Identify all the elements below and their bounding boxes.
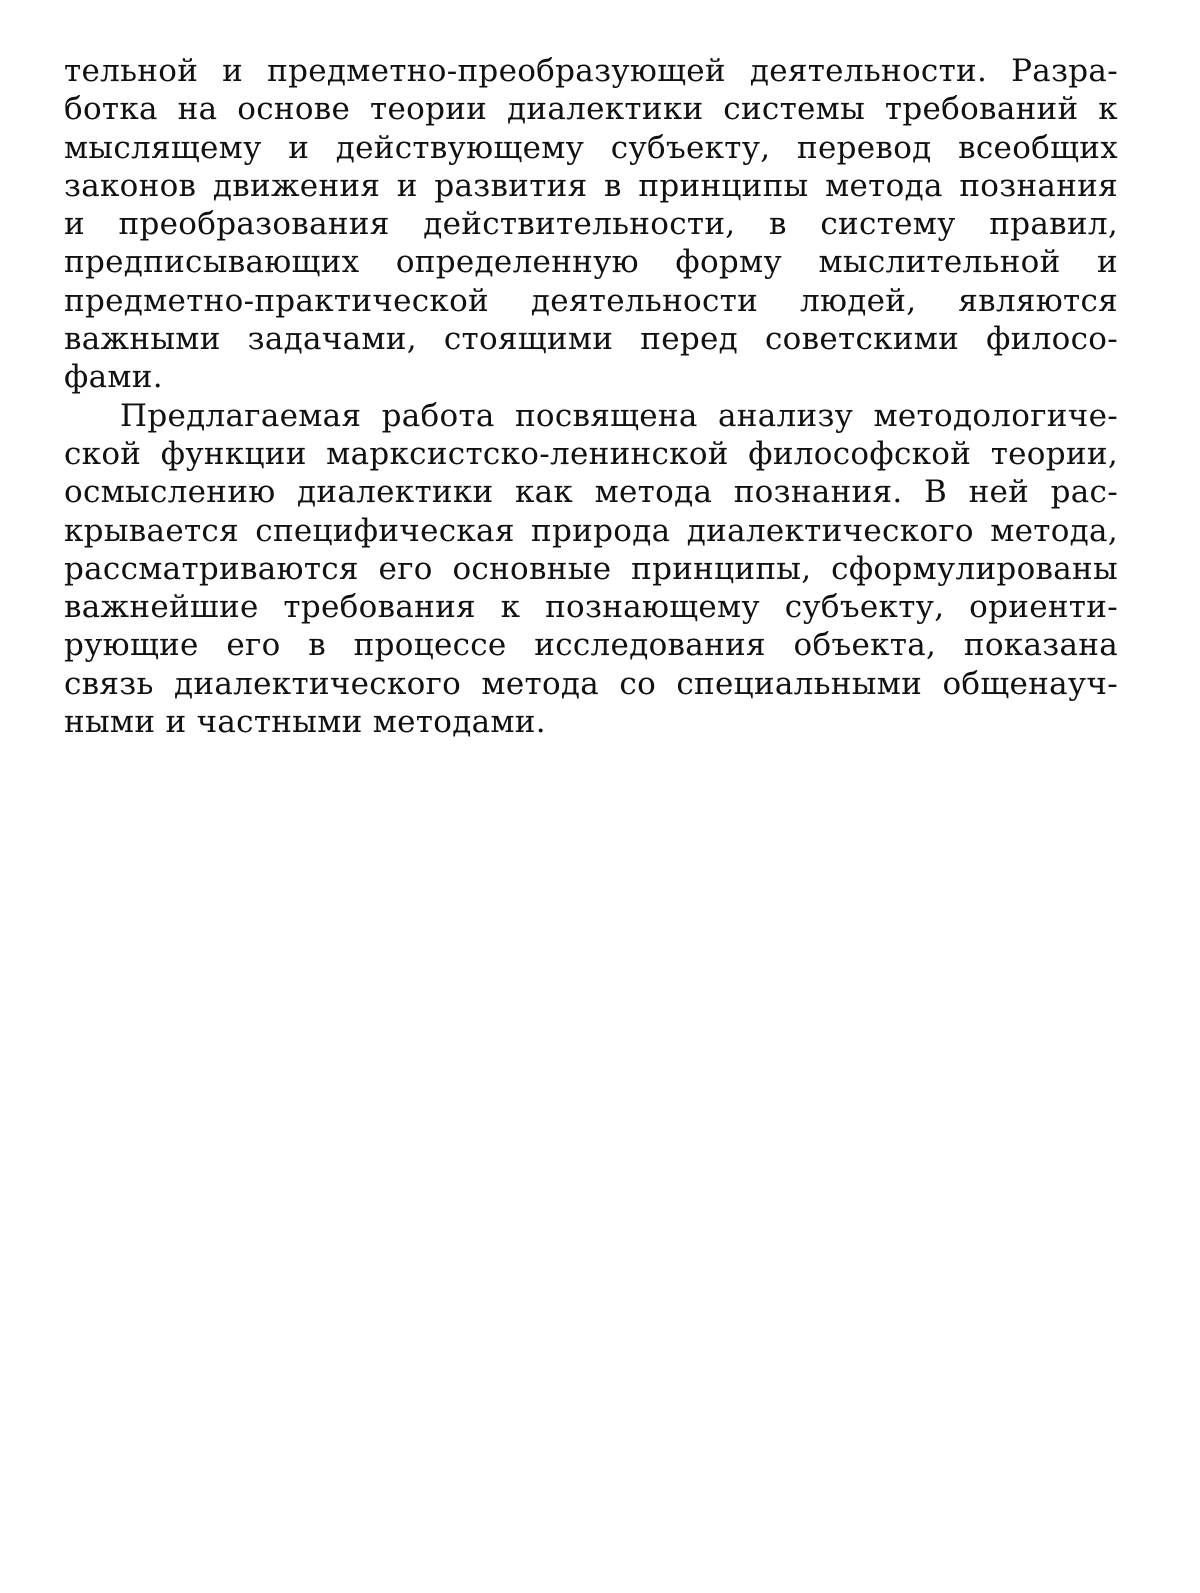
text-line: осмыслению диалектики как метода познания. В ней рас- [64, 474, 1118, 511]
paragraph-2 [64, 397, 1118, 742]
text-line: рующие его в процессе исследования объекта, показана [64, 627, 1118, 664]
text-line: предметно-практической деятельности людей, являются [64, 282, 1118, 319]
text-line: фами. [64, 359, 163, 396]
text-line: мыслящему и действующему субъекту, перевод всеобщих [64, 129, 1118, 166]
text-line: рассматриваются его основные принципы, сформулированы [64, 550, 1118, 587]
paragraph-1 [64, 52, 1118, 397]
text-line: ными и частными методами. [64, 704, 546, 741]
text-line: предписывающих определенную форму мыслительной и [64, 244, 1118, 281]
text-line: ботка на основе теории диалектики системы требований к [64, 91, 1118, 128]
text-line: Предлагаемая работа посвящена анализу методологиче- [120, 397, 1118, 434]
text-line: ской функции марксистско-ленинской философской теории, [64, 435, 1118, 472]
text-line: важнейшие требования к познающему субъекту, ориенти- [64, 589, 1118, 626]
text-line: законов движения и развития в принципы метода познания [64, 167, 1118, 204]
text-line: тельной и предметно-преобразующей деятельности. Разра- [64, 53, 1118, 89]
text-line: крывается специфическая природа диалектического метода, [64, 512, 1118, 549]
document-page [64, 52, 1118, 741]
text-line: важными задачами, стоящими перед советскими филосо- [64, 321, 1118, 358]
text-line: и преобразования действительности, в систему правил, [64, 206, 1118, 243]
text-line: связь диалектического метода со специальными общенауч- [64, 665, 1118, 702]
